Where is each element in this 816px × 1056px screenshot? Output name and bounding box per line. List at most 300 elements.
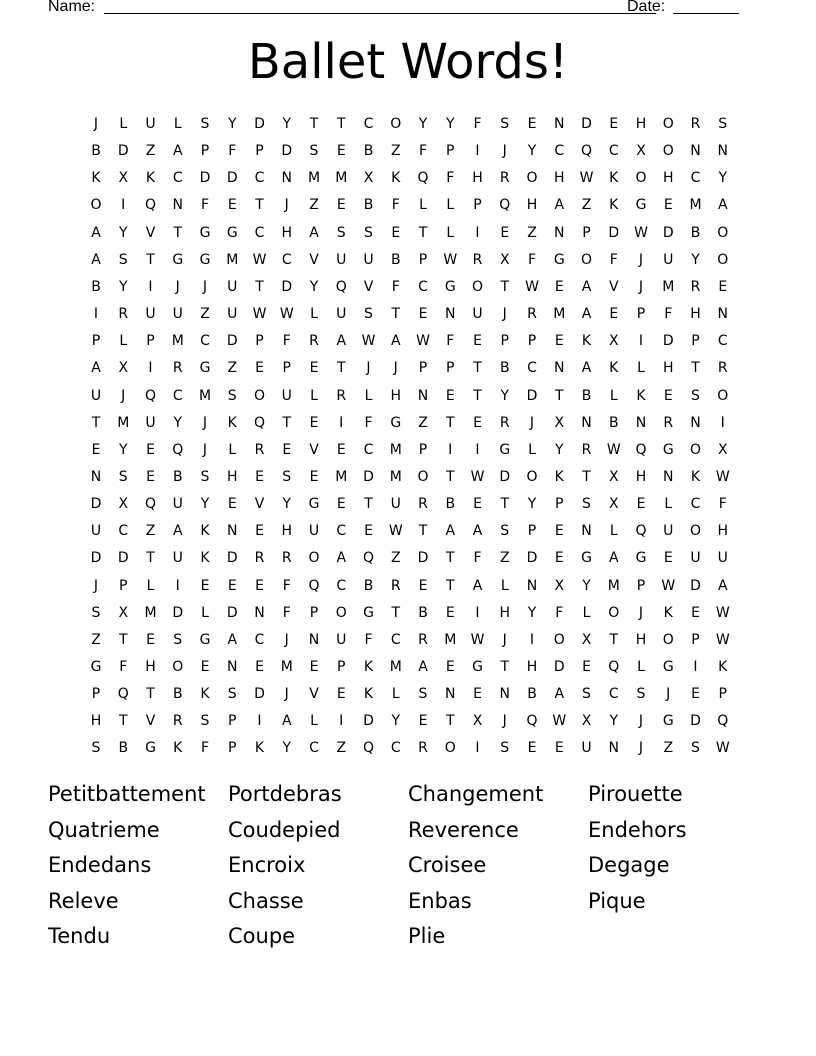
grid-letter: W — [634, 224, 648, 241]
grid-letter: U — [390, 496, 401, 513]
grid-letter: Y — [418, 116, 428, 132]
grid-letter: Z — [145, 143, 156, 160]
grid-letter: S — [691, 387, 700, 404]
grid-letter: A — [281, 713, 292, 730]
grid-letter: J — [502, 713, 507, 730]
grid-letter: A — [717, 577, 728, 594]
grid-letter: I — [475, 604, 480, 621]
grid-letter: H — [281, 523, 293, 540]
grid-letter: D — [690, 713, 701, 730]
grid-letter: E — [227, 197, 237, 214]
grid-letter: M — [307, 170, 321, 187]
grid-letter: E — [718, 278, 728, 295]
grid-letter: Y — [527, 143, 537, 160]
grid-letter: Z — [200, 306, 210, 323]
grid-letter: J — [393, 360, 398, 377]
grid-letter: W — [715, 740, 730, 757]
grid-letter: W — [279, 306, 294, 323]
grid-row — [0, 439, 816, 466]
grid-letter: I — [257, 713, 262, 730]
grid-letter: G — [635, 197, 647, 214]
grid-letter: B — [172, 468, 183, 485]
grid-letter: F — [609, 251, 618, 268]
grid-letter: K — [254, 740, 265, 757]
grid-letter: V — [145, 224, 156, 241]
grid-letter: U — [145, 414, 156, 431]
word-bank-item: Pique — [588, 888, 646, 913]
grid-letter: O — [608, 604, 620, 621]
grid-letter: Y — [582, 577, 591, 594]
grid-letter: K — [363, 686, 374, 703]
grid-letter: L — [446, 224, 455, 241]
grid-letter: W — [252, 251, 267, 268]
grid-letter: D — [226, 170, 238, 187]
grid-letter: U — [663, 523, 674, 540]
grid-letter: X — [636, 143, 646, 160]
grid-letter: F — [473, 116, 482, 132]
grid-letter: H — [226, 468, 238, 485]
grid-letter: F — [200, 197, 210, 214]
grid-letter: U — [336, 306, 347, 323]
grid-letter: E — [609, 116, 619, 132]
grid-letter: Z — [418, 414, 428, 431]
grid-letter: B — [363, 143, 374, 160]
grid-letter: M — [553, 306, 566, 323]
grid-letter: A — [227, 631, 238, 648]
grid-letter: P — [500, 333, 509, 350]
grid-letter: R — [418, 496, 428, 513]
grid-letter: G — [199, 631, 211, 648]
grid-letter: J — [284, 197, 289, 214]
grid-letter: U — [717, 550, 728, 567]
grid-letter: N — [554, 360, 565, 377]
grid-letter: P — [691, 333, 700, 350]
grid-letter: B — [581, 387, 592, 404]
grid-letter: K — [663, 604, 673, 621]
grid-letter: O — [717, 387, 729, 404]
name-label: Name: — [48, 0, 96, 15]
grid-letter: I — [693, 659, 698, 675]
grid-letter: C — [200, 333, 210, 350]
word-bank-item: Reverence — [408, 817, 519, 842]
grid-letter: V — [309, 686, 319, 703]
grid-letter: P — [146, 333, 155, 350]
grid-letter: N — [172, 197, 183, 214]
grid-letter: D — [90, 550, 102, 567]
grid-letter: E — [282, 441, 292, 458]
grid-letter: H — [526, 197, 538, 214]
grid-letter: U — [172, 496, 183, 513]
grid-letter: T — [554, 387, 564, 404]
grid-letter: P — [200, 143, 210, 160]
grid-letter: N — [308, 631, 320, 648]
grid-letter: N — [717, 306, 728, 323]
word-bank-item: Endedans — [48, 853, 152, 878]
grid-letter: O — [90, 197, 102, 214]
grid-row — [0, 303, 816, 330]
grid-letter: U — [227, 278, 238, 295]
grid-letter: P — [255, 333, 264, 350]
grid-letter: N — [581, 523, 592, 540]
grid-letter: Q — [635, 441, 647, 458]
grid-letter: V — [309, 441, 319, 458]
grid-letter: Q — [362, 740, 375, 757]
grid-letter: W — [606, 441, 621, 458]
grid-letter: U — [663, 251, 674, 268]
grid-letter: F — [473, 550, 482, 567]
grid-letter: G — [662, 659, 674, 675]
grid-letter: O — [553, 631, 565, 648]
grid-letter: I — [148, 360, 153, 377]
word-bank-item: Chasse — [228, 888, 304, 913]
grid-letter: X — [608, 333, 619, 350]
grid-letter: E — [336, 143, 346, 160]
grid-letter: L — [146, 577, 155, 594]
grid-letter: U — [363, 251, 374, 268]
grid-letter: Q — [144, 387, 157, 404]
grid-letter: D — [226, 333, 238, 350]
grid-letter: Y — [718, 170, 728, 187]
grid-letter: S — [282, 468, 292, 485]
grid-letter: E — [500, 224, 510, 241]
grid-letter: E — [255, 659, 264, 675]
grid-letter: Z — [527, 224, 537, 241]
grid-letter: S — [500, 523, 510, 540]
grid-letter: R — [581, 441, 592, 458]
grid-letter: Q — [635, 523, 647, 540]
grid-letter: S — [582, 686, 591, 703]
grid-letter: W — [715, 468, 730, 485]
grid-letter: T — [336, 360, 346, 377]
grid-letter: T — [118, 631, 128, 648]
grid-letter: Q — [335, 278, 347, 295]
grid-letter: F — [200, 740, 210, 757]
grid-letter: T — [500, 659, 510, 675]
grid-letter: J — [502, 306, 507, 323]
grid-letter: T — [445, 550, 455, 567]
grid-letter: B — [499, 360, 510, 377]
grid-letter: I — [720, 414, 725, 431]
grid-letter: U — [90, 387, 102, 404]
grid-letter: W — [661, 577, 676, 594]
grid-letter: N — [417, 387, 429, 404]
grid-letter: F — [364, 414, 373, 431]
grid-row — [0, 385, 816, 412]
grid-row — [0, 737, 816, 764]
grid-letter: L — [609, 523, 618, 540]
grid-letter: E — [255, 468, 264, 485]
grid-letter: J — [284, 686, 289, 703]
grid-letter: K — [636, 387, 646, 404]
name-blank-line[interactable] — [104, 13, 656, 14]
grid-letter: K — [200, 550, 210, 567]
grid-letter: O — [635, 170, 647, 187]
grid-letter: D — [254, 686, 265, 703]
grid-letter: I — [529, 631, 535, 648]
grid-letter: S — [500, 740, 510, 757]
grid-letter: D — [172, 604, 184, 621]
grid-letter: C — [418, 278, 428, 295]
grid-letter: N — [227, 659, 238, 675]
word-bank-item: Changement — [408, 782, 544, 806]
grid-letter: T — [445, 414, 455, 431]
grid-letter: P — [228, 740, 237, 757]
grid-letter: J — [502, 143, 507, 160]
grid-letter: W — [552, 713, 567, 730]
grid-letter: N — [499, 686, 510, 703]
grid-letter: T — [418, 523, 428, 540]
grid-letter: B — [445, 496, 456, 513]
grid-letter: E — [255, 523, 264, 540]
grid-letter: D — [90, 496, 102, 513]
grid-letter: C — [118, 523, 129, 540]
grid-letter: E — [554, 333, 564, 350]
grid-letter: T — [146, 251, 155, 268]
grid-letter: U — [227, 306, 238, 323]
grid-letter: Q — [526, 713, 538, 730]
grid-letter: G — [90, 659, 102, 675]
grid-letter: L — [391, 686, 400, 703]
grid-letter: D — [581, 116, 592, 132]
grid-letter: C — [608, 686, 619, 703]
grid-letter: S — [91, 740, 101, 757]
grid-letter: B — [118, 740, 129, 757]
page-title: Ballet Words! — [247, 34, 569, 90]
grid-letter: P — [636, 577, 646, 594]
word-bank-item: Coupe — [228, 924, 296, 949]
grid-letter: O — [526, 468, 538, 485]
grid-letter: W — [470, 631, 485, 648]
grid-letter: U — [308, 523, 320, 540]
grid-letter: G — [308, 496, 320, 513]
grid-letter: A — [172, 523, 183, 540]
grid-letter: D — [281, 278, 293, 295]
grid-letter: C — [527, 360, 537, 377]
grid-letter: Q — [580, 143, 593, 160]
grid-letter: T — [391, 306, 401, 323]
grid-letter: E — [473, 333, 482, 350]
grid-letter: C — [717, 333, 728, 350]
grid-letter: R — [527, 306, 537, 323]
grid-letter: I — [448, 441, 453, 458]
grid-letter: L — [664, 496, 673, 513]
grid-letter: S — [91, 604, 101, 621]
grid-letter: L — [201, 604, 209, 621]
word-bank-item: Petitbattement — [48, 782, 206, 806]
grid-letter: I — [93, 306, 99, 323]
word-bank-item: Releve — [48, 888, 119, 913]
grid-letter: Y — [391, 713, 401, 730]
date-blank-line[interactable] — [673, 13, 739, 14]
grid-letter: L — [119, 333, 128, 350]
grid-letter: F — [527, 251, 537, 268]
grid-letter: N — [581, 414, 592, 431]
grid-letter: X — [499, 251, 510, 268]
grid-letter: N — [227, 523, 238, 540]
grid-letter: S — [691, 740, 700, 757]
grid-letter: T — [473, 360, 482, 377]
grid-letter: E — [554, 278, 564, 295]
grid-letter: E — [418, 577, 428, 594]
grid-letter: D — [526, 550, 538, 567]
grid-letter: U — [145, 306, 156, 323]
grid-letter: B — [91, 143, 101, 160]
word-bank-item: Encroix — [228, 853, 306, 878]
grid-letter: C — [254, 631, 265, 648]
grid-row — [0, 276, 816, 303]
grid-letter: J — [284, 631, 289, 648]
grid-letter: D — [553, 659, 565, 675]
grid-letter: Z — [145, 523, 156, 540]
grid-letter: F — [391, 197, 400, 214]
grid-letter: P — [718, 686, 727, 703]
grid-letter: E — [227, 577, 237, 594]
grid-letter: Y — [118, 278, 128, 295]
grid-letter: M — [117, 414, 130, 431]
grid-letter: E — [309, 360, 319, 377]
grid-letter: S — [364, 224, 373, 241]
grid-letter: S — [309, 143, 319, 160]
grid-letter: V — [309, 251, 319, 268]
grid-letter: I — [339, 414, 344, 431]
grid-row — [0, 602, 816, 629]
grid-letter: P — [555, 496, 564, 513]
grid-letter: M — [226, 251, 239, 268]
grid-letter: M — [335, 170, 348, 187]
grid-letter: Y — [309, 278, 319, 295]
grid-letter: M — [389, 468, 402, 485]
grid-letter: E — [309, 659, 319, 675]
grid-letter: T — [691, 360, 700, 377]
grid-letter: U — [145, 116, 156, 132]
grid-letter: Y — [500, 387, 510, 404]
grid-letter: N — [526, 577, 538, 594]
grid-letter: R — [118, 306, 129, 323]
grid-letter: K — [718, 659, 728, 675]
grid-row — [0, 113, 816, 140]
grid-letter: S — [227, 387, 237, 404]
date-label: Date: — [627, 0, 666, 15]
grid-letter: B — [418, 604, 428, 621]
grid-letter: S — [418, 686, 428, 703]
grid-letter: H — [690, 306, 701, 323]
grid-letter: J — [638, 713, 644, 730]
grid-letter: H — [499, 604, 511, 621]
grid-letter: C — [390, 740, 401, 757]
grid-letter: N — [690, 143, 701, 160]
grid-letter: L — [173, 116, 182, 132]
grid-letter: Y — [118, 441, 128, 458]
grid-letter: Q — [253, 414, 266, 431]
name-date-header — [48, 0, 748, 20]
grid-letter: G — [553, 251, 565, 268]
word-bank-item: Plie — [408, 924, 446, 949]
grid-letter: T — [418, 224, 428, 241]
grid-letter: C — [690, 170, 701, 187]
grid-letter: K — [91, 170, 101, 187]
grid-letter: E — [609, 306, 619, 323]
grid-letter: Z — [390, 143, 401, 160]
grid-letter: L — [582, 604, 591, 621]
grid-letter: G — [472, 659, 483, 675]
grid-letter: U — [172, 550, 183, 567]
grid-letter: M — [144, 604, 157, 621]
grid-letter: C — [363, 116, 374, 132]
word-bank-item: Pirouette — [588, 782, 683, 806]
grid-letter: J — [121, 387, 126, 404]
grid-letter: I — [339, 713, 344, 730]
grid-letter: E — [663, 550, 673, 567]
grid-letter: U — [172, 306, 183, 323]
word-search-grid — [0, 113, 816, 761]
grid-letter: P — [418, 251, 428, 268]
grid-letter: G — [199, 360, 211, 377]
grid-letter: E — [554, 523, 564, 540]
grid-letter: B — [690, 224, 701, 241]
word-bank-item: Croisee — [408, 853, 487, 878]
grid-letter: Y — [609, 713, 619, 730]
grid-letter: J — [202, 441, 208, 458]
grid-letter: A — [581, 278, 592, 295]
grid-letter: N — [445, 306, 456, 323]
grid-letter: Q — [417, 170, 429, 187]
grid-letter: W — [443, 251, 458, 268]
grid-letter: P — [582, 224, 591, 241]
grid-row — [0, 656, 816, 683]
grid-letter: O — [471, 278, 484, 295]
grid-letter: C — [281, 251, 292, 268]
grid-letter: N — [554, 224, 565, 241]
grid-letter: R — [690, 116, 701, 132]
grid-letter: D — [608, 224, 620, 241]
grid-letter: D — [363, 468, 374, 485]
grid-letter: A — [717, 197, 728, 214]
grid-letter: X — [118, 170, 129, 187]
grid-letter: G — [635, 550, 647, 567]
grid-letter: Q — [172, 441, 184, 458]
grid-letter: T — [473, 387, 482, 404]
word-bank-item: Degage — [588, 853, 670, 878]
grid-letter: M — [444, 631, 457, 648]
grid-letter: J — [529, 414, 535, 431]
grid-letter: W — [525, 278, 539, 295]
grid-letter: Y — [282, 740, 292, 757]
grid-letter: Y — [200, 496, 210, 513]
grid-letter: N — [690, 414, 701, 431]
grid-letter: N — [90, 468, 102, 485]
grid-letter: L — [364, 387, 373, 404]
grid-letter: D — [117, 550, 129, 567]
grid-letter: E — [691, 604, 700, 621]
grid-letter: O — [689, 441, 702, 458]
grid-letter: C — [554, 143, 565, 160]
grid-letter: A — [554, 197, 565, 214]
grid-letter: L — [310, 713, 318, 730]
grid-letter: M — [335, 468, 348, 485]
grid-letter: K — [581, 333, 592, 350]
grid-letter: E — [336, 496, 346, 513]
grid-letter: E — [663, 387, 673, 404]
grid-letter: G — [390, 414, 402, 431]
grid-letter: Q — [144, 496, 157, 513]
grid-letter: T — [364, 496, 373, 513]
grid-letter: A — [91, 224, 101, 241]
grid-letter: A — [608, 550, 619, 567]
grid-letter: L — [446, 197, 455, 214]
grid-letter: E — [200, 659, 210, 675]
grid-row — [0, 466, 816, 493]
grid-letter: E — [364, 523, 373, 540]
